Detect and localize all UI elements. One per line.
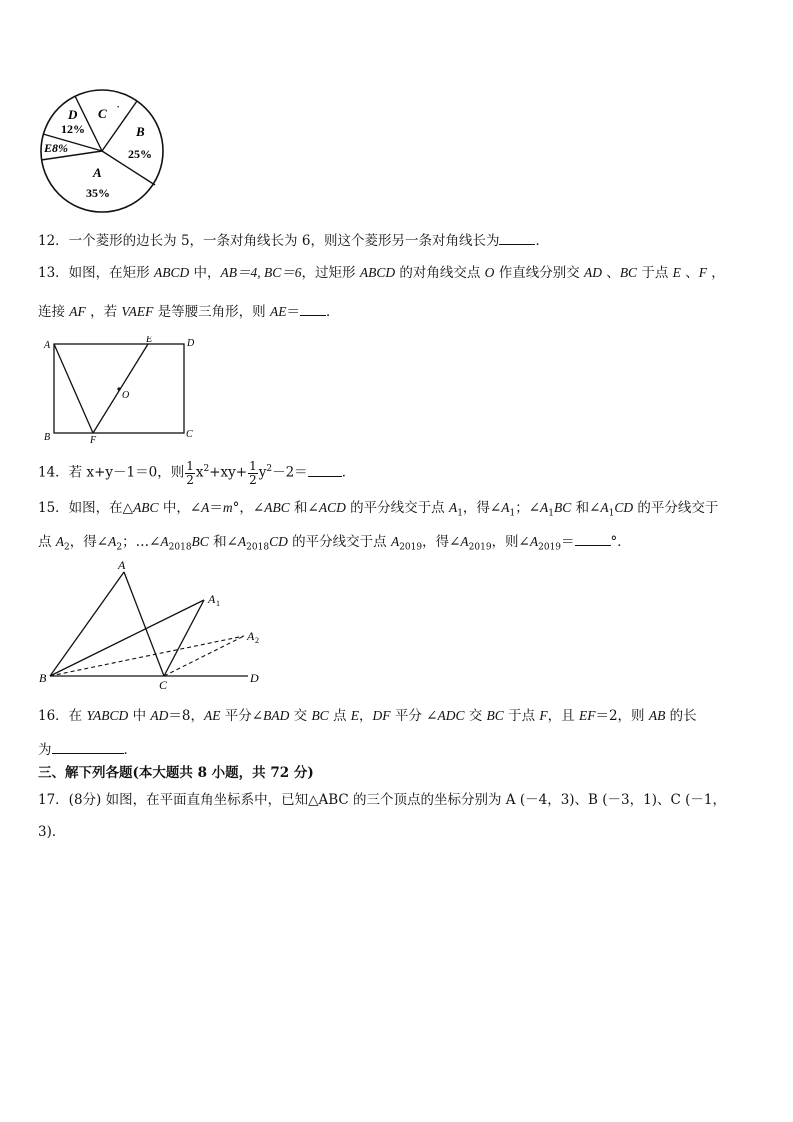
q15-text: ；…∠	[122, 534, 161, 550]
seg-af	[54, 344, 93, 433]
question-16-line-2	[38, 739, 137, 759]
q16-text: 于点	[503, 708, 540, 724]
q15-math: BC	[191, 534, 209, 549]
q16-text: ＝8，	[168, 708, 204, 724]
q16-math: BC	[486, 708, 504, 723]
q13-text: 连接	[38, 304, 70, 320]
q15-math: A	[460, 534, 469, 549]
q15-text: ，得∠	[422, 534, 461, 550]
pie-label-a: A	[93, 165, 102, 180]
seg-ca2	[164, 636, 244, 676]
question-15-line-2	[38, 531, 631, 557]
q16-text: 为	[38, 742, 52, 758]
q14-text: y	[258, 464, 267, 481]
fig13-label-a: A	[44, 340, 51, 351]
q14-fraction-1	[185, 460, 195, 487]
seg-ba	[50, 572, 124, 676]
q15-math: ABC	[133, 500, 159, 515]
q15-subscript: 2	[64, 542, 70, 553]
q15-subscript: 2018	[246, 542, 270, 553]
q14-text: +xy+	[209, 464, 248, 481]
q13-point-f: F	[698, 265, 707, 280]
q15-text: 的平分线交于点	[345, 500, 449, 516]
fig13-label-c: C	[186, 429, 193, 440]
fig15-label-a1: A	[208, 592, 216, 606]
pie-label-c: C	[98, 106, 107, 121]
q15-text: 中，∠	[158, 500, 202, 516]
q13-rect-name: ABCD	[359, 265, 396, 280]
q15-math: CD	[269, 534, 288, 549]
q16-math: AB	[648, 708, 666, 723]
q15-text: 和∠	[208, 534, 238, 550]
q15-subscript: 1	[608, 508, 615, 519]
section-3-heading: 三、解下列各题(本大题共 8 小题，共 72 分)	[38, 765, 314, 781]
q12-text: 12．一个菱形的边长为 5，一条对角线长为 6，则这个菱形另一条对角线长为	[38, 233, 500, 249]
q15-text: 点	[38, 534, 56, 550]
question-15-line-1	[38, 499, 718, 523]
q16-math: YABCD	[86, 708, 129, 723]
q13-seg-ad: AD	[584, 265, 603, 280]
q15-subscript: 1	[457, 508, 463, 519]
q13-text: 、	[680, 265, 699, 281]
fig15-label-b: B	[39, 671, 47, 685]
q15-math: A	[390, 534, 400, 549]
angle-bisector-figure	[38, 558, 268, 690]
question-13-line-1	[38, 264, 725, 282]
q13-rect-name: ABCD	[153, 265, 190, 280]
q15-text: ，则∠	[491, 534, 530, 550]
pie-pct-a: 35%	[86, 186, 110, 200]
question-12	[38, 230, 549, 250]
fraction-denominator: 2	[186, 472, 194, 487]
q15-math: A	[55, 534, 65, 549]
pie-chart-figure	[38, 87, 168, 217]
q13-text: 、	[602, 265, 620, 281]
q15-math: ABC	[264, 500, 290, 515]
fig13-label-b: B	[44, 432, 51, 443]
q16-text: ，且	[547, 708, 579, 724]
q15-subscript: 1	[509, 508, 516, 519]
fig15-label-a2-sub: 2	[255, 636, 259, 645]
fraction-numerator: 1	[249, 458, 257, 473]
fig15-label-a1-sub: 1	[216, 599, 220, 608]
q13-triangle: VAEF	[121, 304, 154, 319]
q13-point-e: E	[672, 265, 681, 280]
q13-point-o: O	[484, 265, 495, 280]
pie-mark-c: ·	[116, 99, 121, 114]
q15-text: ，得∠	[69, 534, 109, 550]
q14-text: 14．若 x+y－1＝0，则	[38, 464, 185, 481]
q13-end: ．	[325, 304, 340, 320]
q15-subscript: 1	[548, 508, 555, 519]
fig15-label-d: D	[250, 671, 259, 685]
q16-text: 平分∠	[220, 708, 264, 724]
q13-text: 的对角线交点	[395, 265, 485, 281]
q15-text: ，得∠	[462, 500, 502, 516]
fraction-denominator: 2	[249, 472, 257, 487]
question-17-line-1: 17．(8分) 如图，在平面直角坐标系中，已知△ABC 的三个顶点的坐标分别为 A (－4，3)、B (－3，1)、C (－1，	[38, 792, 726, 808]
fig15-label-a2: A	[247, 629, 255, 643]
q15-math: ACD	[318, 500, 346, 515]
q15-math: A	[448, 500, 458, 515]
q13-text: 作直线分别交	[494, 265, 585, 281]
q15-math: A	[600, 500, 609, 515]
q13-text: 13．如图，在矩形	[38, 265, 154, 281]
q15-end: °．	[610, 534, 631, 550]
q13-answer-blank[interactable]	[300, 301, 326, 316]
q15-math: CD	[614, 500, 634, 515]
q15-text: ＝	[561, 534, 575, 550]
q15-text: 的平分线交于点	[287, 534, 391, 550]
q15-math: A	[108, 534, 117, 549]
seg-ba1	[50, 600, 204, 676]
q15-subscript: 2018	[168, 542, 192, 553]
seg-ac	[124, 572, 164, 676]
q16-math: BAD	[263, 708, 290, 723]
q15-math: A	[160, 534, 169, 549]
q12-answer-blank[interactable]	[499, 230, 535, 245]
q14-fraction-2	[248, 460, 258, 487]
q15-text: 15．如图，在△	[38, 500, 134, 516]
q15-text: 的平分线交于	[633, 500, 719, 516]
q15-text: 和∠	[289, 500, 319, 516]
q15-answer-blank[interactable]	[575, 531, 611, 546]
q16-math: F	[539, 708, 548, 723]
q16-text: ，	[359, 708, 373, 724]
q16-text: 中	[128, 708, 151, 724]
question-14	[38, 454, 355, 488]
q13-text: 是等腰三角形，则	[153, 304, 270, 320]
pie-pct-b: 25%	[128, 147, 152, 161]
q16-text: ＝2，则	[595, 708, 649, 724]
q15-text: 和∠	[571, 500, 601, 516]
q14-exponent: 2	[266, 464, 273, 474]
q15-math: A	[529, 534, 539, 549]
q14-end: ．	[341, 464, 356, 481]
q13-text: ，	[706, 265, 725, 281]
q13-text: ，过矩形	[301, 265, 360, 281]
fig13-label-e: E	[146, 336, 153, 345]
q14-text: －2＝	[272, 464, 308, 481]
pie-label-e: E8%	[44, 141, 68, 155]
fig13-label-f: F	[90, 435, 97, 446]
q15-math: A	[501, 500, 510, 515]
seg-ba2	[50, 636, 244, 676]
q12-end: ．	[535, 233, 549, 249]
q15-text: °，∠	[232, 500, 265, 516]
q13-text: 中，	[189, 265, 221, 281]
q16-math: AE	[203, 708, 221, 723]
q14-text: x	[195, 464, 204, 481]
q13-text: ，若	[85, 304, 122, 320]
q15-text: ；∠	[515, 500, 541, 516]
q15-math: A	[201, 500, 210, 515]
q16-text: 16．在	[38, 708, 87, 724]
q16-text: 平分 ∠	[390, 708, 438, 724]
q13-text: 于点	[637, 265, 673, 281]
seg-ca1	[164, 600, 204, 676]
pie-pct-d: 12%	[61, 122, 85, 136]
q16-math: BC	[311, 708, 329, 723]
q13-lengths: AB＝4, BC＝6	[220, 265, 302, 280]
q15-subscript: 2	[116, 542, 123, 553]
q16-math: EF	[578, 708, 596, 723]
question-16-line-1	[38, 707, 697, 725]
point-o	[117, 387, 120, 390]
q16-text: 点	[328, 708, 351, 724]
q15-math: A	[237, 534, 247, 549]
q13-text: ＝	[286, 304, 300, 320]
pie-label-b: B	[136, 124, 145, 139]
q16-text: 交	[464, 708, 487, 724]
fraction-numerator: 1	[186, 458, 194, 473]
q16-math: E	[350, 708, 360, 723]
q16-math: AD	[150, 708, 169, 723]
q16-math: ADC	[437, 708, 465, 723]
q15-subscript: 2019	[538, 542, 562, 553]
q14-exponent: 2	[203, 464, 210, 474]
question-13-line-2	[38, 301, 339, 321]
fig13-label-d: D	[187, 338, 195, 349]
q16-math: DF	[372, 708, 391, 723]
q13-seg-bc: BC	[619, 265, 638, 280]
q14-answer-blank[interactable]	[308, 462, 342, 477]
rectangle-figure	[38, 336, 198, 446]
q16-text: 的长	[665, 708, 697, 724]
fig13-label-o: O	[122, 390, 130, 401]
q15-subscript: 2019	[399, 542, 423, 553]
q15-math: A	[540, 500, 549, 515]
question-17-line-2: 3)．	[38, 824, 66, 840]
q15-subscript: 2019	[468, 542, 492, 553]
q16-text: 交	[289, 708, 312, 724]
q15-math: BC	[554, 500, 572, 515]
q16-end: ．	[123, 742, 137, 758]
q13-seg-ae: AE	[269, 304, 287, 319]
q15-text: ＝	[209, 500, 223, 516]
q13-seg-af: AF	[69, 304, 86, 319]
q15-math: m	[222, 500, 233, 515]
q16-answer-blank[interactable]	[52, 739, 124, 754]
pie-label-d: D	[68, 107, 78, 122]
fig15-label-c: C	[159, 678, 168, 690]
fig15-label-a: A	[118, 558, 126, 572]
